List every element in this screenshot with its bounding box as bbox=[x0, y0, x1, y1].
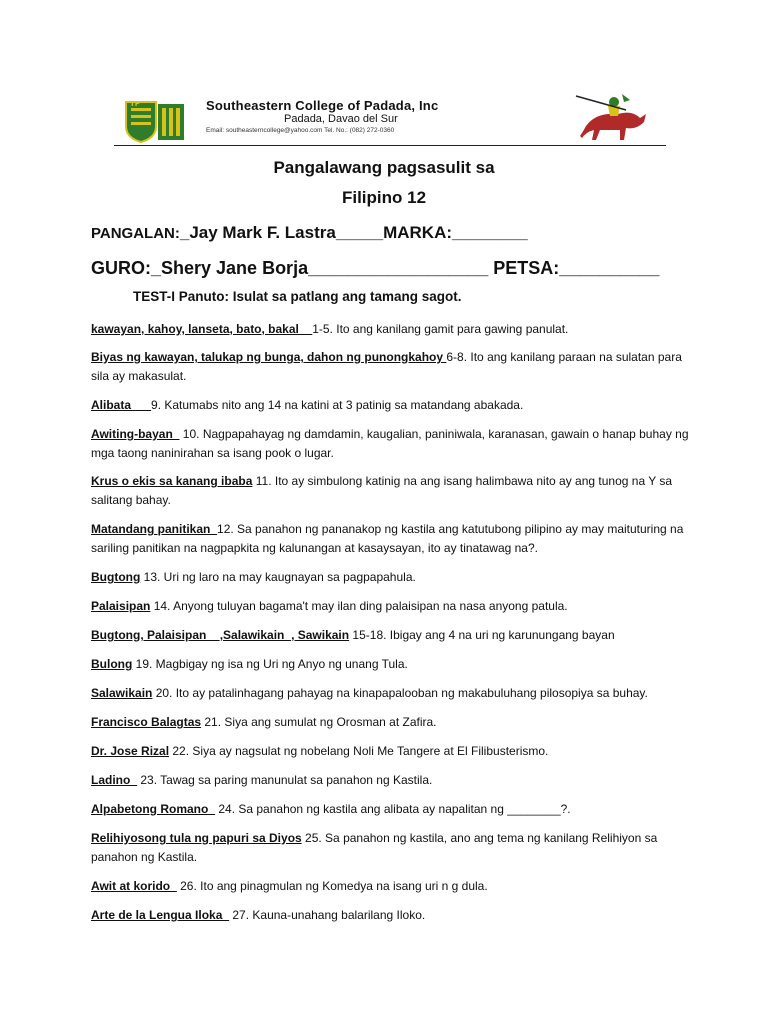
pangalan-value: _Jay Mark F. Lastra_____ bbox=[179, 223, 384, 242]
item-answer: Salawikain bbox=[91, 686, 153, 700]
item-text: 25. Sa panahon ng kastila, ano ang tema ng kanilang Relihiyon sa panahon ng Kastila. bbox=[91, 831, 658, 864]
list-item bbox=[91, 320, 691, 339]
item-answer: Relihiyosong tula ng papuri sa Diyos bbox=[91, 831, 302, 845]
item-answer: Awiting-bayan_ bbox=[91, 427, 180, 441]
list-item bbox=[91, 520, 691, 558]
item-text: 21. Siya ang sumulat ng Orosman at Zafira. bbox=[201, 715, 437, 729]
item-text: 24. Sa panahon ng kastila ang alibata ay napalitan ng ________?. bbox=[215, 802, 571, 816]
item-answer: Matandang panitikan_ bbox=[91, 522, 218, 536]
list-item bbox=[91, 771, 691, 790]
school-address: Padada, Davao del Sur bbox=[284, 113, 398, 125]
header-rule bbox=[114, 145, 666, 146]
guro-value: _Shery Jane Borja__________________ bbox=[151, 258, 489, 278]
list-item bbox=[91, 800, 691, 819]
list-item bbox=[91, 713, 691, 732]
item-text: 1-5. Ito ang kanilang gamit para gawing panulat. bbox=[312, 322, 569, 336]
list-item bbox=[91, 684, 691, 703]
item-answer: Bulong bbox=[91, 657, 133, 671]
list-item bbox=[91, 472, 691, 510]
item-text: 19. Magbigay ng isa ng Uri ng Anyo ng unang Tula. bbox=[132, 657, 408, 671]
item-text: 13. Uri ng laro na may kaugnayan sa pagpapahula. bbox=[140, 570, 416, 584]
item-text: 6-8. Ito ang kanilang paraan na sulatan para sila ay makasulat. bbox=[91, 350, 682, 383]
list-item bbox=[91, 425, 691, 463]
item-answer: Bugtong, Palaisipan__,Salawikain_, Sawikain bbox=[91, 628, 350, 642]
list-item bbox=[91, 742, 691, 761]
horse-rider-icon bbox=[566, 90, 658, 142]
school-name: Southeastern College of Padada, Inc bbox=[206, 98, 439, 113]
marka-field: MARKA:________ bbox=[383, 223, 528, 242]
item-answer: Bugtong bbox=[91, 570, 141, 584]
item-text: 26. Ito ang pinagmulan ng Komedya na isang uri n g dula. bbox=[176, 879, 488, 893]
name-line bbox=[91, 223, 528, 243]
list-item bbox=[91, 396, 691, 415]
list-item bbox=[91, 655, 691, 674]
item-answer: Alibata___ bbox=[91, 398, 152, 412]
item-answer: Francisco Balagtas bbox=[91, 715, 202, 729]
guro-line bbox=[91, 258, 659, 279]
svg-text:TP: TP bbox=[130, 100, 140, 108]
item-answer: Awit at korido_ bbox=[91, 879, 177, 893]
item-text: 10. Nagpapahayag ng damdamin, kaugalian, paniniwala, karanasan, gawain o hanap buhay ng mga taong naninirahan sa isang pook o lugar. bbox=[91, 427, 689, 460]
list-item bbox=[91, 626, 691, 645]
item-answer: Palaisipan bbox=[91, 599, 151, 613]
item-answer: Alpabetong Romano_ bbox=[91, 802, 216, 816]
item-answer: kawayan, kahoy, lanseta, bato, bakal__ bbox=[91, 322, 313, 336]
item-answer: Ladino_ bbox=[91, 773, 138, 787]
item-answer: Biyas ng kawayan, talukap ng bunga, dahon ng punongkahoy bbox=[91, 350, 447, 364]
list-item bbox=[91, 906, 691, 925]
item-text: 20. Ito ay patalinhagang pahayag na kinapapalooban ng makabuluhang pilosopiya sa buhay. bbox=[152, 686, 648, 700]
item-text: 12. Sa panahon ng pananakop ng kastila ang katutubong pilipino ay may maituturing na sariling panitikan na nagpapkita ng kalunangan at kasaysayan, ito ay tinatawag na?. bbox=[91, 522, 684, 555]
item-text: 11. Ito ay simbulong katinig na ang isang halimbawa nito ay ang tunog na Y sa salitang bahay. bbox=[91, 474, 673, 507]
item-answer: Dr. Jose Rizal bbox=[91, 744, 170, 758]
list-item bbox=[91, 597, 691, 616]
item-text: 22. Siya ay nagsulat ng nobelang Noli Me Tangere at El Filibusterismo. bbox=[169, 744, 549, 758]
school-seal-icon bbox=[122, 96, 186, 144]
item-text: 27. Kauna-unahang balarilang Iloko. bbox=[229, 908, 426, 922]
item-text: 15-18. Ibigay ang 4 na uri ng karunungang bayan bbox=[349, 628, 615, 642]
letterhead bbox=[114, 92, 666, 148]
item-text: 9. Katumabs nito ang 14 na katini at 3 patinig sa matandang abakada. bbox=[151, 398, 524, 412]
school-contact: Email: southeasterncollege@yahoo.com Tel. No.: (082) 272-0360 bbox=[206, 127, 395, 134]
item-answer: Arte de la Lengua Iloka_ bbox=[91, 908, 230, 922]
test-instruction: TEST-I Panuto: Isulat sa patlang ang tamang sagot. bbox=[133, 289, 462, 304]
item-answer: Krus o ekis sa kanang ibaba bbox=[91, 474, 253, 488]
guro-label: GURO: bbox=[91, 258, 151, 278]
petsa-field: PETSA:__________ bbox=[493, 258, 660, 278]
item-text: 14. Anyong tuluyan bagama't may ilan ding palaisipan na nasa anyong patula. bbox=[150, 599, 568, 613]
item-text: 23. Tawag sa paring manunulat sa panahon ng Kastila. bbox=[137, 773, 433, 787]
list-item bbox=[91, 829, 691, 867]
list-item bbox=[91, 568, 691, 587]
exam-subject: Filipino 12 bbox=[341, 188, 427, 207]
exam-title: Pangalawang pagsasulit sa bbox=[273, 158, 495, 177]
list-item bbox=[91, 877, 691, 896]
list-item bbox=[91, 348, 691, 386]
pangalan-label: PANGALAN: bbox=[91, 225, 180, 242]
